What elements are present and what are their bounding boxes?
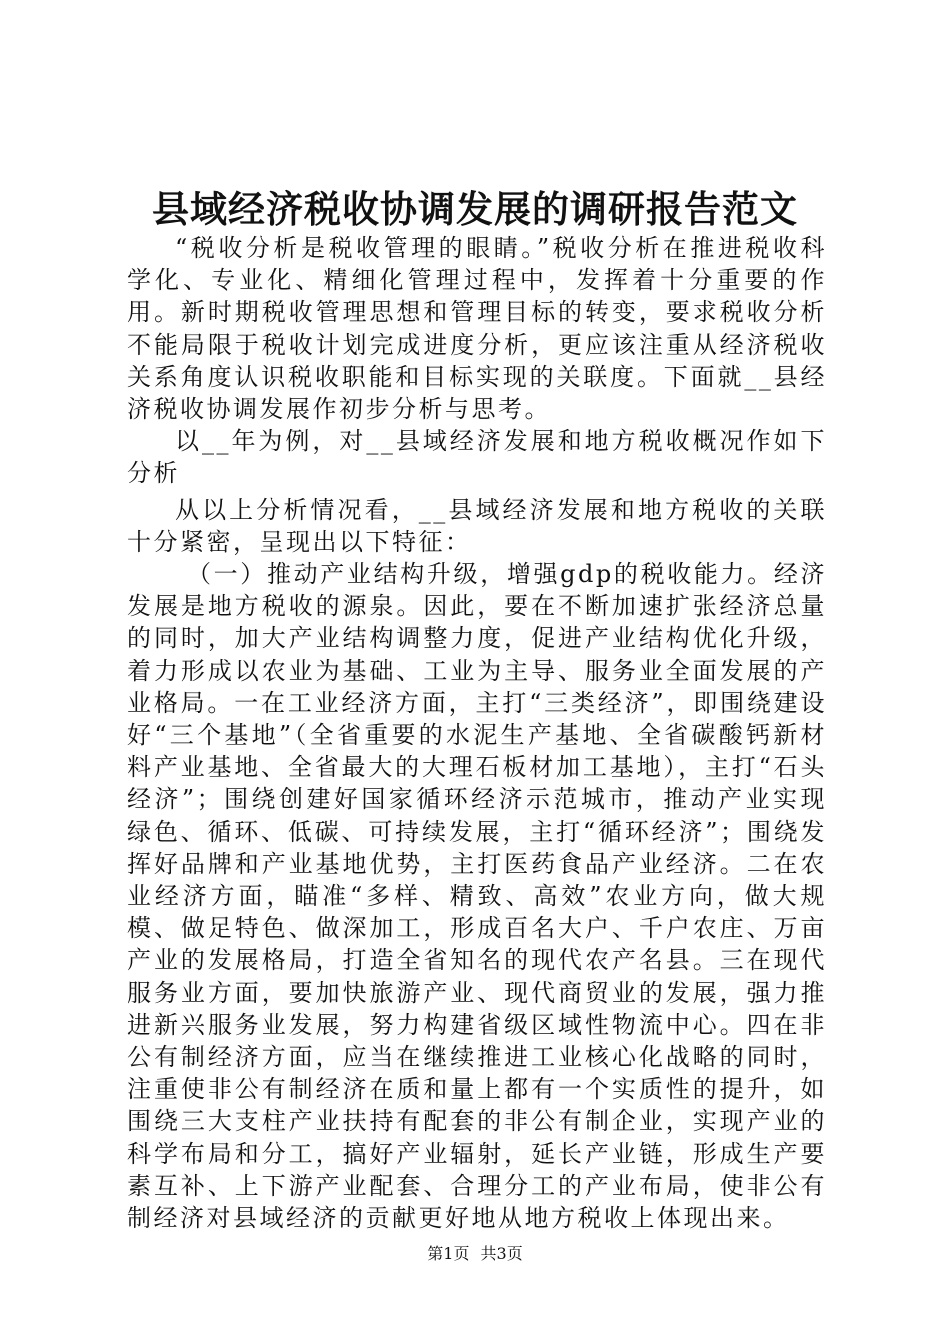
page-total: 共3页 — [480, 1244, 523, 1263]
paragraph-analysis: 从以上分析情况看，__县域经济发展和地方税收的关联十分紧密，呈现出以下特征： — [127, 495, 827, 556]
document-body — [127, 232, 827, 1234]
paragraph-intro: “税收分析是税收管理的眼睛。”税收分析在推进税收科学化、专业化、精细化管理过程中，发挥着十分重要的作用。新时期税收管理思想和管理目标的转变，要求税收分析不能局限于税收计划完成进度分析，更应该注重从经济税收关系角度认识税收职能和目标实现的关联度。下面就__县经济税收协调发展作初步分析与思考。 — [127, 234, 827, 424]
paragraph-section-one: （一）推动产业结构升级，增强gdp的税收能力。经济发展是地方税收的源泉。因此，要在不断加速扩张经济总量的同时，加大产业结构调整力度，促进产业结构优化升级，着力形成以农业为基础、工业为主导、服务业全面发展的产业格局。一在工业经济方面，主打“三类经济”，即围绕建设好“三个基地”（全省重要的水泥生产基地、全省碳酸钙新材料产业基地、全省最大的大理石板材加工基地），主打“石头经济”；围绕创建好国家循环经济示范城市，推动产业实现绿色、循环、低碳、可持续发展，主打“循环经济”；围绕发挥好品牌和产业基地优势，主打医药食品产业经济。二在农业经济方面，瞄准“多样、精致、高效”农业方向，做大规模、做足特色、做深加工，形成百名大户、千户农庄、万亩产业的发展格局，打造全省知名的现代农产名县。三在现代服务业方面，要加快旅游产业、现代商贸业的发展，强力推进新兴服务业发展，努力构建省级区域性物流中心。四在非公有制经济方面，应当在继续推进工业核心化战略的同时，注重使非公有制经济在质和量上都有一个实质性的提升，如围绕三大支柱产业扶持有配套的非公有制企业，实现产业的科学布局和分工，搞好产业辐射，延长产业链，形成生产要素互补、上下游产业配套、合理分工的产业布局，使非公有制经济对县域经济的贡献更好地从地方税收上体现出来。 — [127, 560, 827, 1233]
page-footer — [0, 1243, 950, 1265]
page-number: 第1页 — [427, 1244, 470, 1263]
paragraph-overview: 以__年为例，对__县域经济发展和地方税收概况作如下分析 — [127, 427, 827, 488]
document-title: 县域经济税收协调发展的调研报告范文 — [152, 187, 798, 231]
